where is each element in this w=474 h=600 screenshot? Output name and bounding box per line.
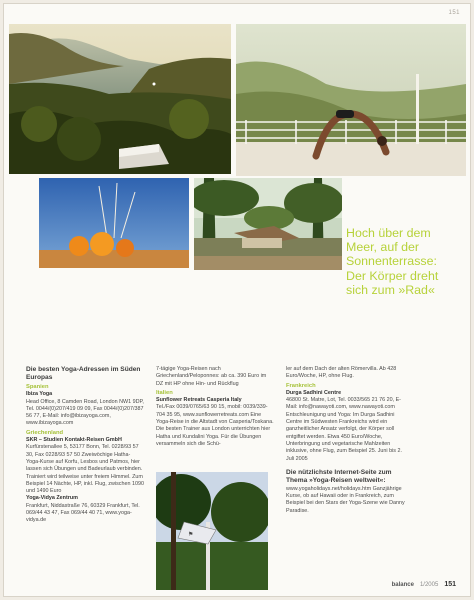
svg-text:⚑: ⚑ [188,531,194,538]
greece-trip-details: 7-tägige Yoga-Reisen nach Griechenland/Peloponnes: ab ca. 390 Euro im DZ mit HP ohne Hin- und Rückflug [156,366,267,387]
text-column-1 [26,366,144,525]
region-label-greece: Griechenland [26,429,64,436]
page-footer [392,581,456,588]
web-details: www.yogaholidays.net/holidays.htm Ganzjährige Kurse, ob auf Hawaii oder in Frankreich, zum Beispiel bei den Stars der Yoga-Szene wie Danny Paradise. [286,485,405,514]
caption-line: Meer, auf der [346,240,420,255]
place-name-ibiza: Ibiza Yoga [26,391,53,398]
magazine-page [3,3,471,597]
caption-line: Sonnenterrasse: [346,254,437,269]
vidya-details: Frankfurt, Niddastraße 76, 60329 Frankfurt, Tel. 069/44 43 47, Fax 069/44 40 71, www.yoga-vidya.de [26,502,140,524]
page-number: 151 [444,581,456,588]
internet-heading: Die nützlichste Internet-Seite zum Thema »Yoga-Reisen weltweit«: [286,468,392,484]
place-name-vidya: Yoga-Vidya Zentrum [26,495,78,502]
place-name-sunflower: Sunflower Retreats Casperia Italy [156,397,242,404]
caption-line: Der Körper dreht [346,268,439,283]
region-label-france: Frankreich [286,382,316,389]
photo-caption [346,226,471,297]
place-name-skr: SKR – Studien Kontakt-Reisen GmbH [26,437,122,444]
text-column-2 [156,366,274,448]
page-ref-top: 151 [448,10,460,16]
sunflower-details: Tel./Fax 0039/0765/63 90 15, mobil: 0039/339-704 35 95, www.sunflowerretreats.com Eine Yoga-Reise in die Altstadt von Casperia/Toskana. Die besten Trainer aus London unterrichten hier Hatha und Kundalini Yoga. Für die Übungen versammeln sich die Schü- [156,404,274,447]
magazine-name: balance [391,582,414,588]
text-column-3 [286,366,406,515]
signpost-pine-photo [156,472,268,590]
ibiza-details: Head Office, 8 Camden Road, London NW1 9DP, Tel. 0044/(0)207/419 09 09, Fax 0044/(0)207/387 56 77, E-Mail: info@ibizayoga.com, www.ibizayoga.com [26,398,144,427]
issue-number: 1/2005 [419,582,439,588]
durga-details: 46800 St. Matre, Lot, Tel. 0033/565 21 76 20, E-Mail: info@nawayoti.com, www.nawayoti.com Entschleunigung und Yoga: Im Durga Sadhini Centre im Südwesten Frankreichs wird ein ganzheitlicher Ansatz verfolgt, der Körper soll entgiftet werden. Etwa 450 Euro/Woche, Unterbringung und vegetarische Mahlzeiten inklusive, ohne Flug, zum Beispiel 25. Juni bis 2. Juli 2005 [286,397,402,462]
place-name-durga: Durga Sadhini Centre [286,389,342,396]
coast-bay-photo [9,24,231,174]
caption-line: Hoch über dem [346,226,431,240]
oranges-incense-photo [39,178,189,268]
pine-forest-house-photo [194,178,342,270]
section-heading: Die besten Yoga-Adressen im Süden Europas [26,366,141,381]
region-label-italy: Italien [156,389,173,396]
region-label-spain: Spanien [26,384,49,390]
skr-details: Kurfürstenallee 5, 53177 Bonn, Tel. 0228/93 57 30, Fax 0228/93 57 50 Zweiwöchige Hatha-Yoga-Kurse auf Korfu, Lesbos und Patmos, hier lassen sich Übungen und Badeurlaub verbinden. Trainiert wird teilweise unter freiem Himmel. Zum Beispiel 14 Nächte, HP, inkl. Flug, zwischen 1090 und 1490 Euro [26,444,144,495]
sunflower-continued: ler auf dem Dach der alten Römervilla. Ab 428 Euro/Woche, HP, ohne Flug. [286,366,397,380]
caption-line: sich zum »Rad« [346,282,435,297]
yoga-wheel-pose-photo [236,24,466,176]
